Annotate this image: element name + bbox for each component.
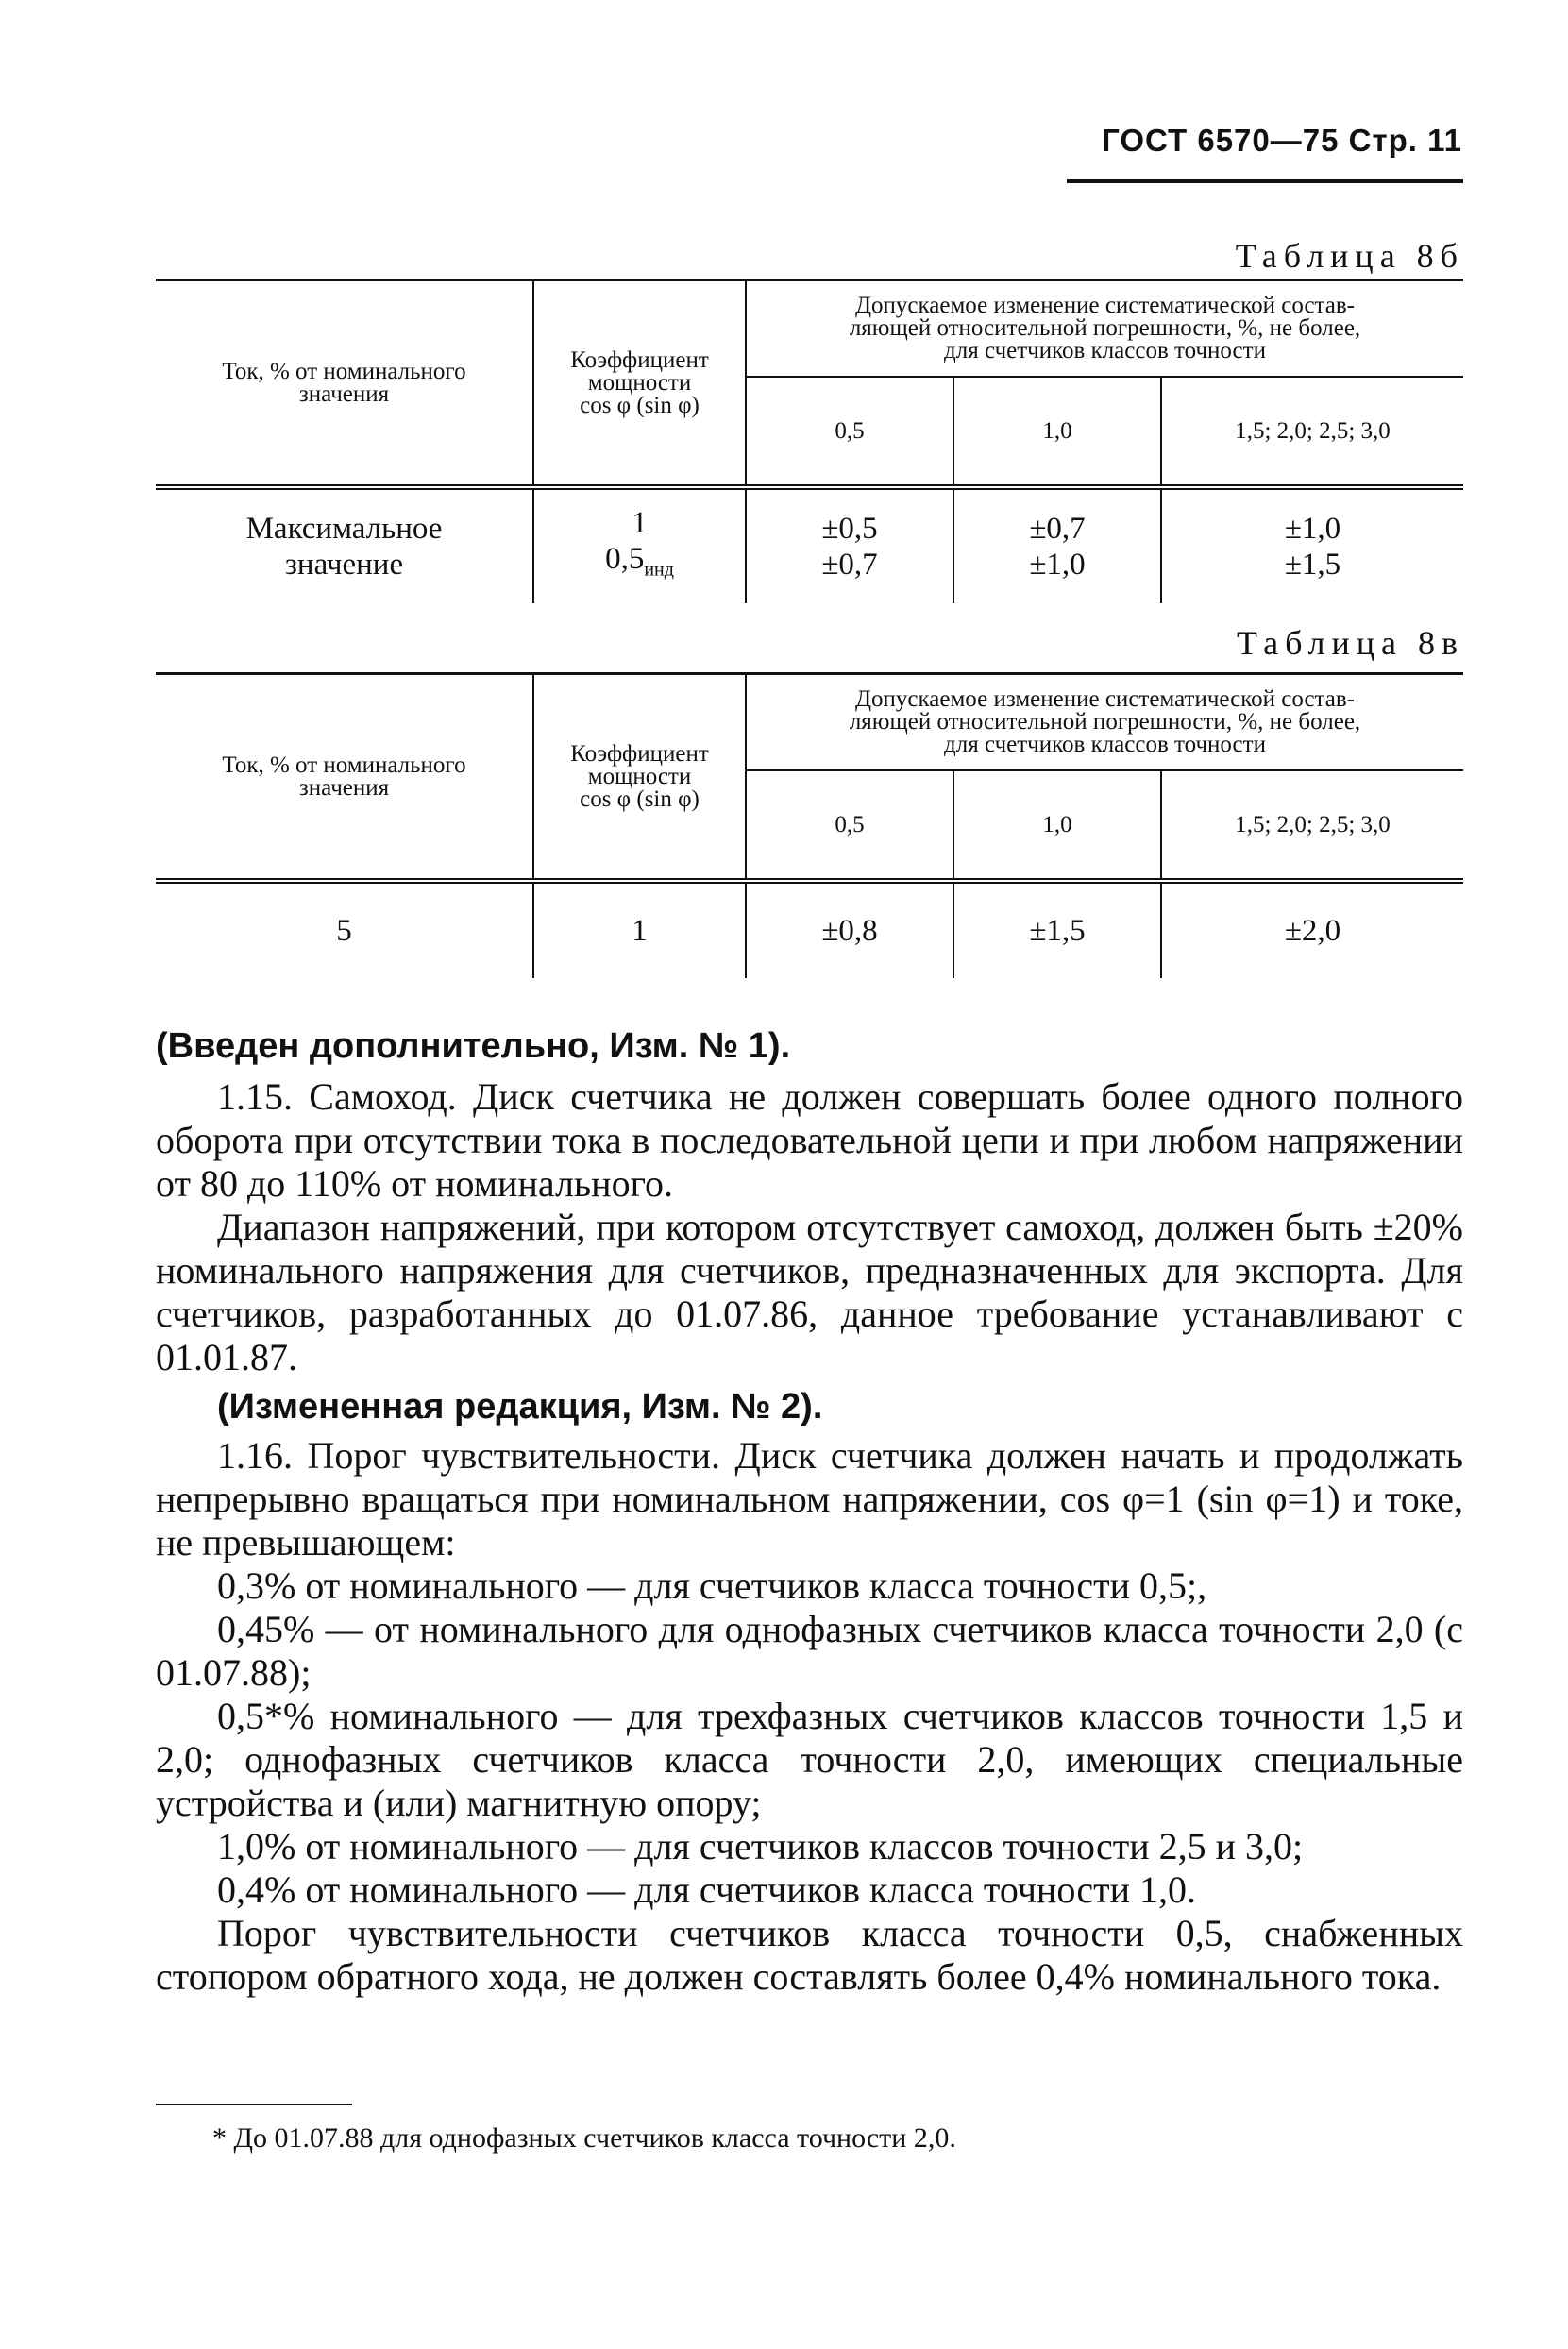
header-current: Ток, % от номинального значения — [156, 280, 533, 488]
class-10: 1,0 — [953, 377, 1161, 487]
class-15: 1,5; 2,0; 2,5; 3,0 — [1161, 377, 1463, 487]
amendment-note-2: (Измененная редакция, Изм. № 2). — [217, 1387, 823, 1427]
table-8v-caption: Таблица 8в — [1237, 624, 1464, 662]
cell-c10: ±1,5 — [953, 881, 1161, 978]
cell-pf: 1 $0,5_{инд}$ — [533, 487, 746, 603]
footnote: * До 01.07.88 для однофазных счетчиков класса точности 2,0. — [212, 2122, 956, 2154]
threshold-item-2: 0,45% — от номинального для однофазных счетчиков класса точности 2,0 (с 01.07.88); — [156, 1608, 1463, 1694]
header-current: Ток, % от номинального значения — [156, 674, 533, 882]
cell-c15: ±1,0 ±1,5 — [1161, 487, 1463, 603]
threshold-item-1: 0,3% от номинального — для счетчиков класса точности 0,5;, — [217, 1564, 1207, 1607]
class-15: 1,5; 2,0; 2,5; 3,0 — [1161, 770, 1463, 881]
class-05: 0,5 — [746, 770, 953, 881]
header-group: Допускаемое изменение систематической состав- ляющей относительной погрешности, %, не более, для счетчиков классов точности — [746, 674, 1463, 771]
footnote-rule — [156, 2104, 352, 2105]
threshold-item-3: 0,5*% номинального — для трехфазных счетчиков классов точности 1,5 и 2,0; однофазных счетчиков класса точности 2,0, имеющих специальные устройства и (или) магнитную опору; — [156, 1695, 1463, 1824]
cell-pf: 1 — [533, 881, 746, 978]
paragraph-1-15: 1.15. Самоход. Диск счетчика не должен совершать более одного полного оборота при отсутствии тока в последовательной цепи и при любом напряжении от 80 до 110% от номинального. — [156, 1075, 1463, 1205]
cell-c10: ±0,7 ±1,0 — [953, 487, 1161, 603]
table-8b — [156, 279, 1463, 603]
cell-c15: ±2,0 — [1161, 881, 1463, 978]
table-8v — [156, 672, 1463, 978]
cell-c05: ±0,5 ±0,7 — [746, 487, 953, 603]
table-8b-caption: Таблица 8б — [1235, 237, 1464, 275]
body-text — [156, 1024, 1463, 1999]
header-rule — [1067, 179, 1463, 183]
page-header: ГОСТ 6570—75 Стр. 11 — [1102, 123, 1462, 158]
paragraph-1-16: 1.16. Порог чувствительности. Диск счетчика должен начать и продолжать непрерывно вращаться при номинальном напряжении, cos φ=1 (sin φ=1) и токе, не превышающем: — [156, 1434, 1463, 1563]
class-05: 0,5 — [746, 377, 953, 487]
threshold-item-5: 0,4% от номинального — для счетчиков класса точности 1,0. — [217, 1868, 1196, 1911]
threshold-item-4: 1,0% от номинального — для счетчиков классов точности 2,5 и 3,0; — [217, 1825, 1304, 1867]
cell-current: Максимальное значение — [156, 487, 533, 603]
header-power-factor: Коэффициент мощности cos φ (sin φ) — [533, 674, 746, 882]
paragraph-range: Диапазон напряжений, при котором отсутствует самоход, должен быть ±20% номинального напряжения для счетчиков, предназначенных для экспорта. Для счетчиков, разработанных до 01.07.86, данное требование устанавливают с 01.01.87. — [156, 1206, 1463, 1378]
header-power-factor: Коэффициент мощности cos φ (sin φ) — [533, 280, 746, 488]
cell-c05: ±0,8 — [746, 881, 953, 978]
class-10: 1,0 — [953, 770, 1161, 881]
cell-current: 5 — [156, 881, 533, 978]
header-group: Допускаемое изменение систематической состав- ляющей относительной погрешности, %, не более, для счетчиков классов точности — [746, 280, 1463, 378]
paragraph-threshold: Порог чувствительности счетчиков класса точности 0,5, снабженных стопором обратного хода, не должен составлять более 0,4% номинального тока. — [156, 1912, 1463, 1998]
amendment-note-1: (Введен дополнительно, Изм. № 1). — [156, 1026, 791, 1066]
